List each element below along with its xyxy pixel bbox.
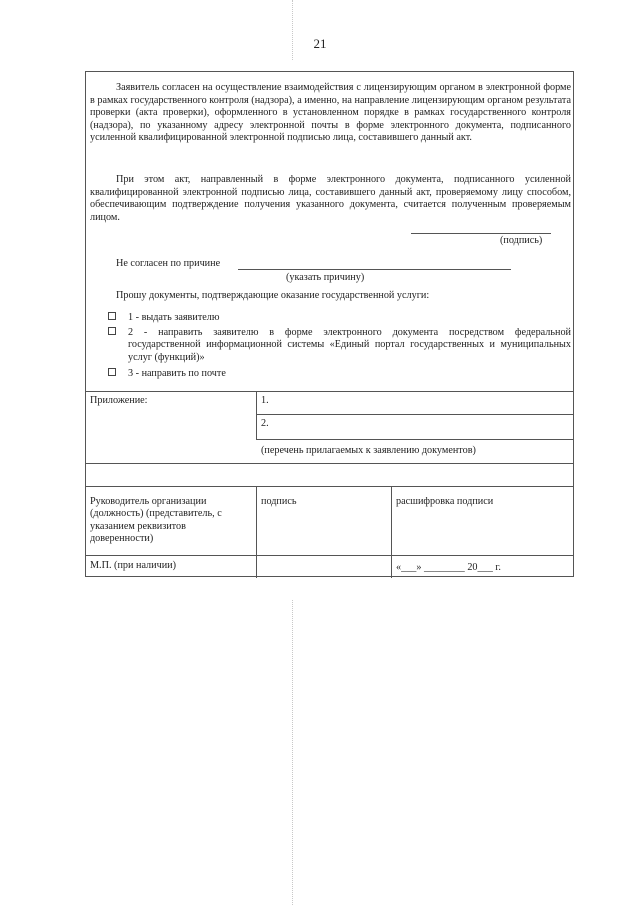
consent-paragraph-1: Заявитель согласен на осуществление взаимодействия с лицензирующим органом в электронной форме в рамках государственного контроля (надзора), а именно, на направление лицензирующим органом результата проверки (акта проверки), оформленного в установленном порядке в рамках государственного контроля (надзора), по указанному адресу электронной почты в форме электронного документа, подписанного усиленной квалифицированной электронной подписью лица, составившего данный акт. xyxy=(90,82,571,143)
option-3-checkbox[interactable] xyxy=(108,368,116,376)
signatory-col-divider-1 xyxy=(256,486,257,578)
signature-date[interactable]: «___» ________ 20___ г. xyxy=(396,562,501,573)
option-1-checkbox[interactable] xyxy=(108,312,116,320)
attachments-caption-divider xyxy=(256,439,573,440)
documents-request-label: Прошу документы, подтверждающие оказание государственной услуги: xyxy=(116,290,430,301)
disagree-label: Не согласен по причине xyxy=(116,258,221,269)
option-send-electronic[interactable] xyxy=(108,327,571,367)
page-number: 21 xyxy=(313,36,327,51)
option-2-checkbox[interactable] xyxy=(108,327,116,335)
option-2-label: 2 - направить заявителю в форме электронного документа посредством федеральной государственной информационной системы «Единый портал государственных и муниципальных услуг (функций)» xyxy=(128,327,571,363)
application-form xyxy=(85,71,574,577)
attachments-label: Приложение: xyxy=(90,395,148,406)
table-top-border xyxy=(86,391,573,392)
disagree-reason-field[interactable] xyxy=(238,269,511,270)
attachment-item-1[interactable]: 1. xyxy=(261,395,269,406)
option-3-label: 3 - направить по почте xyxy=(128,368,226,379)
signatory-signature-header: подпись xyxy=(261,496,297,507)
signatory-decoding-header: расшифровка подписи xyxy=(396,496,494,507)
attachments-row-divider xyxy=(256,414,573,415)
spacer-row-top xyxy=(86,463,573,464)
signatory-label: Руководитель организации (должность) (представитель, с указанием реквизитов доверенности) xyxy=(90,496,222,545)
consent-signature-line[interactable] xyxy=(411,233,551,234)
fold-line-bottom xyxy=(292,600,293,905)
signatory-col-divider-2 xyxy=(391,486,392,578)
consent-paragraph-2: При этом акт, направленный в форме электронного документа, подписанного усиленной квалифицированной электронной подписью лица, составившего данный акт, проверяемому лицу способом, обеспечивающим подтверждение получения указанного документа, считается полученным проверяемым лицом. xyxy=(90,174,571,223)
attachments-divider xyxy=(256,391,257,439)
consent-signature-caption: (подпись) xyxy=(500,235,543,246)
signatory-row-top xyxy=(86,486,573,487)
option-send-by-mail[interactable] xyxy=(108,368,571,381)
disagree-reason-caption: (указать причину) xyxy=(286,272,365,283)
attachment-item-2[interactable]: 2. xyxy=(261,418,269,429)
option-issue-to-applicant[interactable] xyxy=(108,312,571,325)
attachments-caption: (перечень прилагаемых к заявлению документов) xyxy=(261,445,476,456)
option-1-label: 1 - выдать заявителю xyxy=(128,312,220,323)
stamp-label: М.П. (при наличии) xyxy=(90,560,177,571)
stamp-row-top xyxy=(86,555,573,556)
